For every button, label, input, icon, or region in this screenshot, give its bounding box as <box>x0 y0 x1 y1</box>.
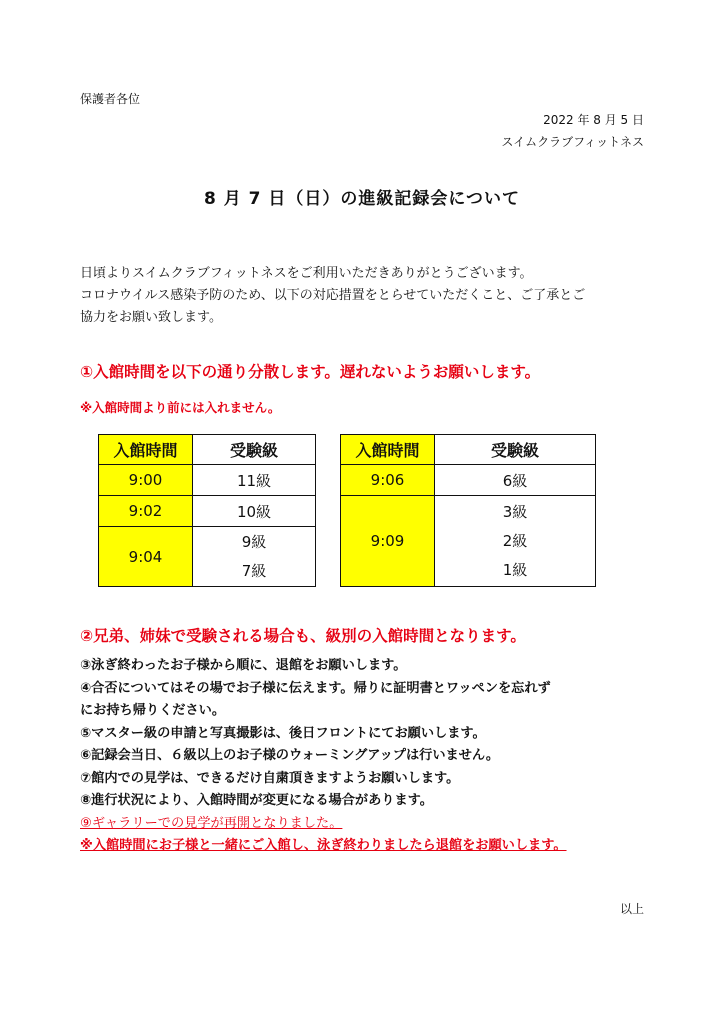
intro-line: 協力をお願い致します。 <box>80 310 222 325</box>
grade-value: 2級 <box>502 531 528 550</box>
header-grade: 受験級 <box>193 435 316 465</box>
grade-cell <box>193 527 316 587</box>
intro-line: 日頃よりスイムクラブフィットネスをご利用いただきありがとうございます。 <box>80 266 533 281</box>
schedule-table-right <box>340 434 596 587</box>
list-item: ③泳ぎ終わったお子様から順に、退館をお願いします。 <box>80 658 407 673</box>
final-note: ※入館時間にお子様と一緒にご入館し、泳ぎ終わりましたら退館をお願いします。 <box>80 838 567 853</box>
notes-list <box>80 655 567 858</box>
grade-cell: 11級 <box>193 465 316 496</box>
schedule-table-left <box>98 434 316 587</box>
grade-cell: 6級 <box>435 465 596 496</box>
grade-value: 9級 <box>241 532 267 551</box>
sender: スイムクラブフィットネス <box>501 135 644 149</box>
grade-value: 3級 <box>502 502 528 521</box>
header-time: 入館時間 <box>99 435 193 465</box>
list-item: ⑧進行状況により、入館時間が変更になる場合があります。 <box>80 793 433 808</box>
header-grade: 受験級 <box>435 435 596 465</box>
grade-cell <box>435 496 596 587</box>
section1-note: ※入館時間より前には入れません。 <box>80 400 281 415</box>
grade-value: 1級 <box>502 560 528 579</box>
grade-value: 7級 <box>241 561 267 580</box>
document-date: 2022 年 8 月 5 日 <box>543 113 644 127</box>
list-item: にお持ち帰りください。 <box>80 703 226 718</box>
intro-line: コロナウイルス感染予防のため、以下の対応措置をとらせていただくこと、ご了承とご <box>80 288 586 303</box>
grade-cell: 10級 <box>193 496 316 527</box>
time-cell: 9:00 <box>99 465 193 496</box>
gallery-notice: ⑨ギャラリーでの見学が再開となりました。 <box>80 815 343 831</box>
addressee: 保護者各位 <box>80 92 141 106</box>
page-title: 8 月 7 日（日）の進級記録会について <box>203 189 521 209</box>
list-item: ⑦館内での見学は、できるだけ自粛頂きますようお願いします。 <box>80 770 460 786</box>
time-cell: 9:04 <box>99 527 193 587</box>
header-time: 入館時間 <box>341 435 435 465</box>
section1-heading: ①入館時間を以下の通り分散します。遅れないようお願いします。 <box>80 363 541 381</box>
list-item: ⑤マスター級の申請と写真撮影は、後日フロントにてお願いします。 <box>80 725 486 741</box>
time-cell: 9:02 <box>99 496 193 527</box>
closing: 以上 <box>619 902 644 916</box>
list-item: ⑥記録会当日、６級以上のお子様のウォーミングアップは行いません。 <box>80 748 500 763</box>
time-cell: 9:06 <box>341 465 435 496</box>
time-cell: 9:09 <box>341 496 435 587</box>
section2-heading: ②兄弟、姉妹で受験される場合も、級別の入館時間となります。 <box>80 627 526 645</box>
list-item: ④合否についてはその場でお子様に伝えます。帰りに証明書とワッペンを忘れず <box>80 680 551 696</box>
intro-paragraph <box>80 263 585 329</box>
